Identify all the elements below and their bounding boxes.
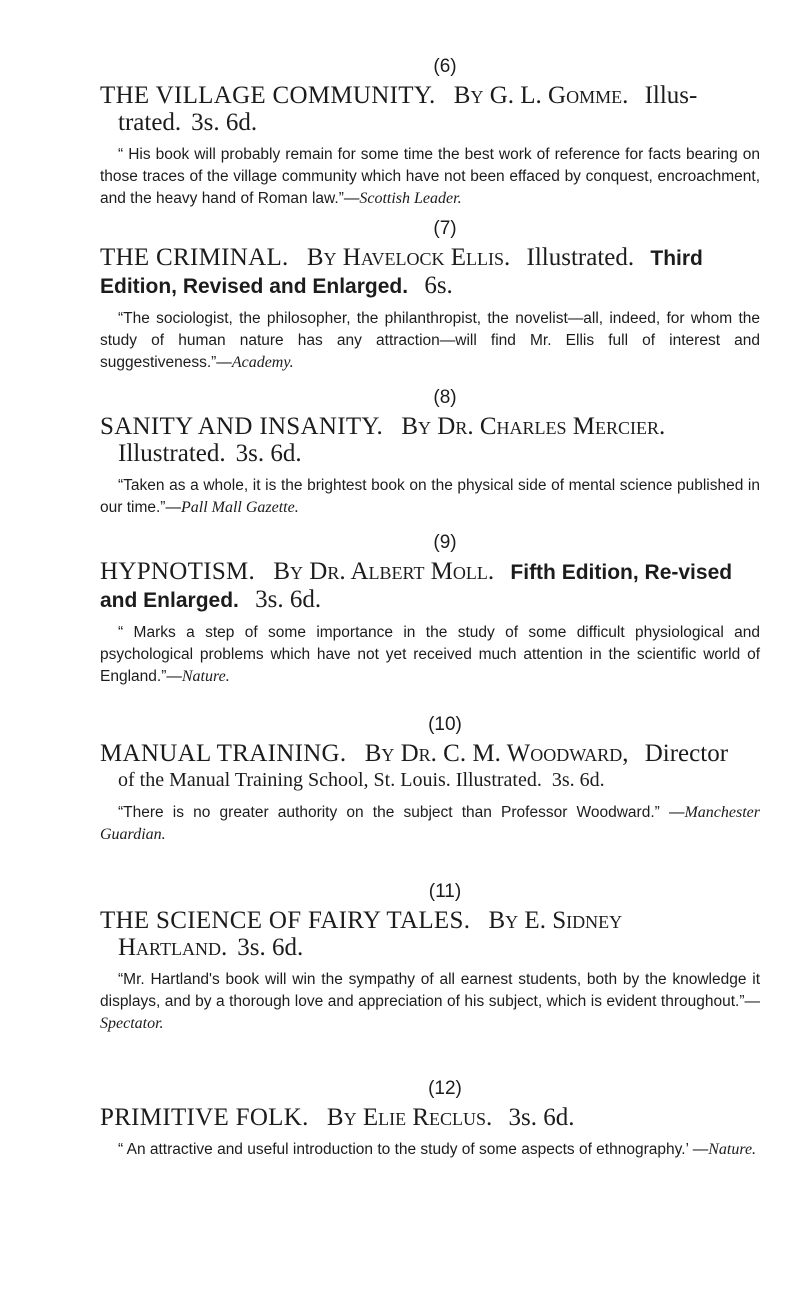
- quote-text: “ An attractive and useful introduction to the study of some aspects of ethnography.’ —: [118, 1141, 709, 1158]
- entry-heading: [100, 740, 760, 794]
- book-details: Director: [644, 740, 729, 767]
- review-source: Nature.: [708, 1141, 757, 1158]
- book-title: THE SCIENCE OF FAIRY TALES.: [100, 907, 471, 934]
- book-author: By G. L. Gomme.: [453, 82, 629, 109]
- review-quote: [100, 622, 760, 688]
- review-quote: [100, 475, 760, 519]
- entry-number: (11): [428, 881, 462, 902]
- book-price: 3s. 6d.: [255, 586, 322, 613]
- entry-subline: [100, 767, 760, 794]
- review-source: Nature.: [181, 668, 230, 685]
- review-source: Spectator.: [100, 1015, 164, 1032]
- entry-subline: [100, 934, 760, 961]
- quote-text: “There is no greater authority on the subject than Professor Woodward.” —: [118, 804, 685, 821]
- entry-heading: [100, 907, 760, 961]
- quote-text: “Mr. Hartland's book will win the sympathy of all earnest students, both by the knowledge it displays, and by a thorough love and appreciation of his subject, which is evident throughout.”—: [100, 971, 760, 1010]
- book-entry-8: [100, 387, 760, 519]
- book-entry-11: [100, 881, 760, 1035]
- book-author: By Elie Reclus.: [326, 1104, 493, 1131]
- book-details-continued: Hartland.: [118, 934, 228, 961]
- edition-note: Third Edition, Revised and Enlarged.: [100, 247, 703, 298]
- book-entry-9: [100, 532, 760, 688]
- book-price: 3s. 6d.: [551, 769, 605, 791]
- book-price: 3s. 6d.: [235, 440, 302, 467]
- edition-note: Fifth Edition, Re-vised and Enlarged.: [100, 561, 733, 612]
- review-quote: [100, 802, 760, 846]
- quote-text: “Taken as a whole, it is the brightest book on the physical side of mental science published in our time.”—: [100, 477, 760, 516]
- book-price: 3s. 6d.: [237, 934, 304, 961]
- book-title: SANITY AND INSANITY.: [100, 413, 384, 440]
- book-title: THE VILLAGE COMMUNITY.: [100, 82, 436, 109]
- entry-heading: [100, 1104, 760, 1131]
- book-details-continued: of the Manual Training School, St. Louis. Illustrated.: [118, 769, 542, 791]
- book-title: PRIMITIVE FOLK.: [100, 1104, 309, 1131]
- book-title: MANUAL TRAINING.: [100, 740, 347, 767]
- entry-number: (10): [428, 714, 462, 735]
- review-source: Manchester Guardian.: [100, 804, 760, 843]
- entry-number: (9): [433, 532, 457, 553]
- book-entry-6: [100, 56, 760, 210]
- review-quote: [100, 144, 760, 210]
- book-details: Illustrated.: [526, 244, 635, 271]
- book-details: Illus-: [644, 82, 698, 109]
- book-author: By E. Sidney: [488, 907, 623, 934]
- entry-heading: [100, 413, 760, 467]
- review-source: Academy.: [231, 354, 294, 371]
- review-quote: [100, 308, 760, 374]
- entry-subline: [100, 440, 760, 467]
- book-author: By Dr. Albert Moll.: [273, 558, 495, 585]
- book-price: 6s.: [424, 272, 453, 299]
- book-entry-12: [100, 1078, 760, 1161]
- entry-heading: [100, 558, 760, 614]
- book-title: HYPNOTISM.: [100, 558, 256, 585]
- entry-number: (7): [433, 218, 457, 239]
- book-author: By Havelock Ellis.: [306, 244, 511, 271]
- book-details-continued: trated.: [118, 109, 182, 136]
- book-author: By Dr. C. M. Woodward,: [364, 740, 629, 767]
- quote-text: “ His book will probably remain for some time the best work of reference for facts bearing on those traces of the village community which have not been effaced by conquest, encroachment, and the heavy hand of Roman law.”—: [100, 146, 760, 207]
- review-source: Scottish Leader.: [359, 190, 462, 207]
- entry-heading: [100, 244, 760, 300]
- review-quote: [100, 1139, 760, 1161]
- book-entry-10: [100, 714, 760, 846]
- book-details-continued: Illustrated.: [118, 440, 226, 467]
- review-source: Pall Mall Gazette.: [180, 499, 299, 516]
- book-entry-7: [100, 218, 760, 374]
- book-price: 3s. 6d.: [191, 109, 258, 136]
- entry-heading: [100, 82, 760, 136]
- book-price: 3s. 6d.: [508, 1104, 575, 1131]
- entry-subline: [100, 109, 760, 136]
- book-title: THE CRIMINAL.: [100, 244, 289, 271]
- quote-text: “ Marks a step of some importance in the study of some difficult physiological and psychological problems which have not yet received much attention in the scientific world of England.”—: [100, 624, 760, 685]
- book-author: By Dr. Charles Mercier.: [401, 413, 666, 440]
- entry-number: (12): [428, 1078, 462, 1099]
- review-quote: [100, 969, 760, 1035]
- quote-text: “The sociologist, the philosopher, the philanthropist, the novelist—all, indeed, for whom the study of human nature has any attraction—will find Mr. Ellis full of interest and suggestiveness.”—: [100, 310, 760, 371]
- entry-number: (6): [433, 56, 457, 77]
- entry-number: (8): [433, 387, 457, 408]
